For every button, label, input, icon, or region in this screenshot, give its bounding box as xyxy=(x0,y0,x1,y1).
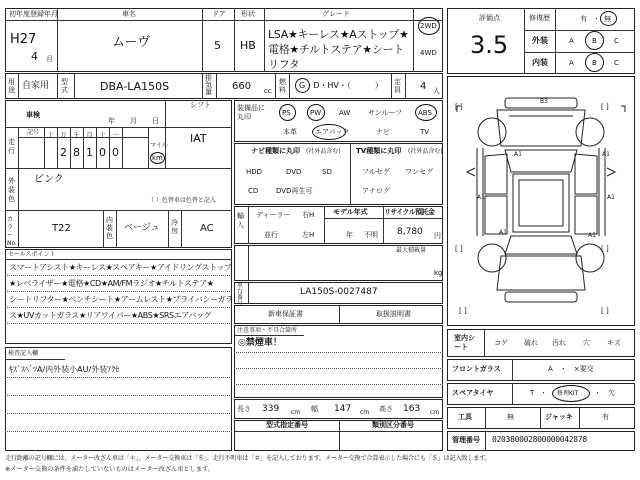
bracket-label: [ ] xyxy=(455,245,463,253)
shift-label: シフト xyxy=(190,101,211,109)
model-year-unit: 年 xyxy=(346,231,353,239)
recycle-yen: 円 xyxy=(434,232,441,240)
navi-equip-label: ナビ xyxy=(376,128,390,136)
shape-value: HB xyxy=(240,39,256,52)
mileage-unit: 千 xyxy=(73,132,80,139)
int-grade-b: B xyxy=(592,59,597,67)
jack-value: 有 xyxy=(602,413,609,421)
mileage-digit: 1 xyxy=(86,146,93,159)
seat-item: 穴 xyxy=(583,339,590,347)
jack-label: ジャッキ xyxy=(545,413,573,421)
ext-grade-b: B xyxy=(592,37,597,45)
person-unit: 人 xyxy=(433,87,440,95)
tools-value: 無 xyxy=(507,413,514,421)
warranty-manual: 取扱説明書 xyxy=(376,310,411,318)
damage-a1: A1 xyxy=(477,194,485,201)
navi-dvd-play: DVD再生可 xyxy=(276,187,313,195)
mileage-digit: 8 xyxy=(73,146,80,159)
airbag-label: エアバック xyxy=(315,128,350,136)
tv-fullseg: フルセグ xyxy=(362,168,390,176)
mileage-label: 走行 xyxy=(8,138,15,155)
car-name-value: ムーヴ xyxy=(112,35,151,50)
inspector-value: ｷｽﾞｽﾍﾞﾂA/内外装小AU/外装ｱｸｾ xyxy=(9,365,120,374)
width-unit: cm xyxy=(360,409,370,416)
repair-sep: ・ xyxy=(593,15,600,23)
model-value: DBA-LA150S xyxy=(100,80,170,93)
exterior-note: （ ）色替車は色替と記入 xyxy=(148,197,216,204)
repair-yes: 有 xyxy=(580,15,587,23)
width-label: 幅 xyxy=(311,405,318,413)
spare-t: T xyxy=(530,389,535,397)
inspection-year: 年 xyxy=(108,117,115,125)
ac-label: 冷房 xyxy=(171,219,178,235)
mile-label: マイル xyxy=(150,142,168,149)
mileage-unit: 十 xyxy=(99,132,106,139)
grade-value: LSA★キーレス★Aストップ★電格★チルトステア★シートリフタ xyxy=(268,28,409,71)
damage-a1: A1 xyxy=(607,194,615,201)
inspection-day: 日 xyxy=(152,117,159,125)
int-grade-c: C xyxy=(614,59,619,67)
tv-oneseg: ワンセグ xyxy=(405,168,433,176)
manage-number: 020380002800000042878 xyxy=(492,435,587,444)
spare-none: 欠 xyxy=(608,389,615,397)
color-code-value: T22 xyxy=(52,223,71,234)
ext-grade-a: A xyxy=(569,37,574,45)
sales-point-line: スマートアシスト★キーレス★スペアキー★アイドリングストップ xyxy=(9,263,232,272)
reg-era: H27 xyxy=(10,32,37,47)
damage-b3: B3 xyxy=(540,98,548,105)
ext-label: 外装 xyxy=(532,36,548,45)
equipment-label: 装備品に丸印 xyxy=(237,104,265,121)
spare-sep: ・ xyxy=(594,389,601,397)
height-value: 163 xyxy=(403,404,421,414)
length-value: 339 xyxy=(262,404,280,414)
interior-color-label: 内装色 xyxy=(106,216,113,240)
fuel-options: G・D・HV・（ ） xyxy=(299,81,383,90)
repair-label: 修復歴 xyxy=(529,14,550,22)
class-number-label: 類別区分番号 xyxy=(372,421,414,429)
bracket-label: [ ] xyxy=(601,307,609,315)
door-count: 5 xyxy=(214,39,221,52)
damage-a1: A1 xyxy=(514,151,522,158)
type-number-label: 型式指定番号 xyxy=(266,421,308,429)
damage-a1: A1 xyxy=(602,151,610,158)
shape-label: 形状 xyxy=(241,10,255,18)
front-glass-options: A ・ ×要交 xyxy=(548,365,594,373)
bracket-label: [ ] xyxy=(455,103,463,111)
mileage-unit: 万 xyxy=(60,132,67,139)
front-glass-label: フロントガラス xyxy=(452,365,501,373)
displacement-label: 排気量 xyxy=(205,74,212,96)
model-year-unknown: 不明 xyxy=(364,231,378,239)
seat-label: 室内シート xyxy=(454,334,475,351)
navi-sd: SD xyxy=(322,168,332,176)
inspector-box xyxy=(5,347,232,451)
displacement-value: 660 xyxy=(232,81,252,92)
seat-item: コゲ xyxy=(494,339,508,347)
spare-tire-label: スペアタイヤ xyxy=(452,389,494,397)
sales-point-line: ★レベライザー★電格★CD★AM/FMラジオ★チルトステア★ xyxy=(9,279,214,288)
reg-year-label: 初年度登録年月 xyxy=(9,10,58,18)
aw-label: AW xyxy=(339,109,351,117)
bracket-label: [ ] xyxy=(601,103,609,111)
length-unit: cm xyxy=(291,409,301,416)
exterior-label: 外装色 xyxy=(8,177,15,203)
tv-title-note: (社外品含む) xyxy=(408,148,443,155)
chassis-label: 車台番号 xyxy=(237,282,244,307)
seat-item: キズ xyxy=(607,339,621,347)
leather-label: 本革 xyxy=(283,128,297,136)
inspection-label: 車検 xyxy=(26,111,40,119)
drive-2wd: 2WD xyxy=(420,22,437,30)
navi-title-note: (社外品含む) xyxy=(306,148,341,155)
drive-4wd: 4WD xyxy=(420,49,437,57)
spare-sep: ・ xyxy=(540,389,547,397)
load-unit: kg xyxy=(434,269,443,277)
int-label: 内装 xyxy=(532,58,548,67)
mileage-unit: 百 xyxy=(86,132,93,139)
mileage-digits-label: 記号 xyxy=(27,129,40,136)
model-year-label: モデル年式 xyxy=(333,208,368,216)
ac-value: AC xyxy=(200,223,214,234)
warranty-new: 新車保証書 xyxy=(268,310,303,318)
tv-analog: アナログ xyxy=(362,187,390,195)
sales-point-line: シートリフター★ベンチシート★アームレスト★プライバシーガラ xyxy=(9,295,233,304)
damage-a1: A1 xyxy=(588,232,596,239)
category-label: 用途 xyxy=(8,78,15,94)
capacity-label: 定員 xyxy=(394,78,401,94)
cc-unit: cc xyxy=(264,87,272,95)
model-label: 型式 xyxy=(61,78,68,94)
height-unit: cm xyxy=(430,409,440,416)
mileage-unit: 十 xyxy=(47,132,54,139)
footer-note: ※メーター交換の条件を満たしていないものはメーター改ざん車とします。 xyxy=(5,466,214,473)
length-label: 長さ xyxy=(237,405,251,413)
repair-no: 無 xyxy=(604,15,611,23)
grade-label: グレード xyxy=(322,10,350,18)
mileage-unit: 一 xyxy=(112,132,119,139)
chassis-value: LA150S-0027487 xyxy=(300,287,378,297)
sales-point-label: セールスポイント xyxy=(8,251,56,258)
tv-equip-label: TV xyxy=(420,128,430,136)
mileage-digit: 0 xyxy=(112,146,119,159)
reg-month: 4 xyxy=(31,50,38,63)
footer-note: 走行距離の記号欄には、メーター改ざん車は「＊」、メーター交換車は「＄」、走行不明車は「＃」を記入しております。メーター交換で合算表示した場合にも「＄」は記入致します。 xyxy=(5,455,491,462)
score-label: 評価点 xyxy=(479,14,500,22)
height-label: 高さ xyxy=(379,405,393,413)
import-parallel: 並行 xyxy=(264,231,278,239)
seat-item: 汚れ xyxy=(552,339,566,347)
inspector-label: 検査記入欄 xyxy=(8,350,39,357)
door-label: ドア xyxy=(212,10,226,18)
navi-title: ナビ種類に丸印 xyxy=(251,147,300,155)
import-rh: 右H xyxy=(302,211,315,219)
score-value: 3.5 xyxy=(470,31,509,59)
width-value: 147 xyxy=(334,404,352,414)
car-name-label: 車名 xyxy=(122,10,136,18)
manage-label: 管理番号 xyxy=(452,436,480,444)
seat-item: 破れ xyxy=(524,339,538,347)
int-grade-a: A xyxy=(569,59,574,67)
import-label: 輸入 xyxy=(237,212,244,229)
interior-color-value: ベージュ xyxy=(124,223,160,233)
shift-value: IAT xyxy=(190,132,207,145)
bracket-label: [ ] xyxy=(601,245,609,253)
notes-label: 注意事項・不具合箇所 xyxy=(237,327,298,334)
recycle-amount: 8,780 xyxy=(397,227,423,237)
tools-label: 工具 xyxy=(458,413,472,421)
load-label: 最大積載量 xyxy=(396,247,427,254)
navi-cd: CD xyxy=(248,187,259,195)
notes-value: ◎禁煙車！ xyxy=(238,338,282,348)
car-diagram xyxy=(447,76,635,326)
tv-title: TV種類に丸印 xyxy=(356,147,402,155)
navi-dvd: DVD xyxy=(286,168,302,176)
bracket-label: [ ] xyxy=(459,307,467,315)
ext-grade-c: C xyxy=(614,37,619,45)
reg-month-unit: 月 xyxy=(46,55,53,63)
km-label: km xyxy=(152,154,163,162)
mileage-digit: 2 xyxy=(60,146,67,159)
mileage-digit: 0 xyxy=(99,146,106,159)
fuel-label: 燃料 xyxy=(279,78,286,94)
pw-label: PW xyxy=(310,109,322,117)
inspection-month: 月 xyxy=(130,117,137,125)
use-value: 自家用 xyxy=(22,81,50,91)
navi-hdd: HDD xyxy=(246,168,263,176)
capacity-value: 4 xyxy=(420,81,427,92)
import-dealer: ディーラー xyxy=(256,211,291,219)
color-code-label: カラー No. xyxy=(7,216,17,247)
sunroof-label: サンルーフ xyxy=(368,109,403,117)
recycle-label: リサイクル預託金 xyxy=(384,208,435,216)
import-lh: 左H xyxy=(302,231,315,239)
ps-label: PS xyxy=(282,109,291,117)
spare-repair-kit: 修理KIT xyxy=(557,390,579,397)
abs-label: ABS xyxy=(418,109,432,117)
sales-point-line: ス★UVカットガラス★リアワイパー★ABS★SRSエアバッグ xyxy=(9,311,212,320)
damage-a1: A1 xyxy=(499,229,507,236)
exterior-value: ピンク xyxy=(34,174,64,185)
